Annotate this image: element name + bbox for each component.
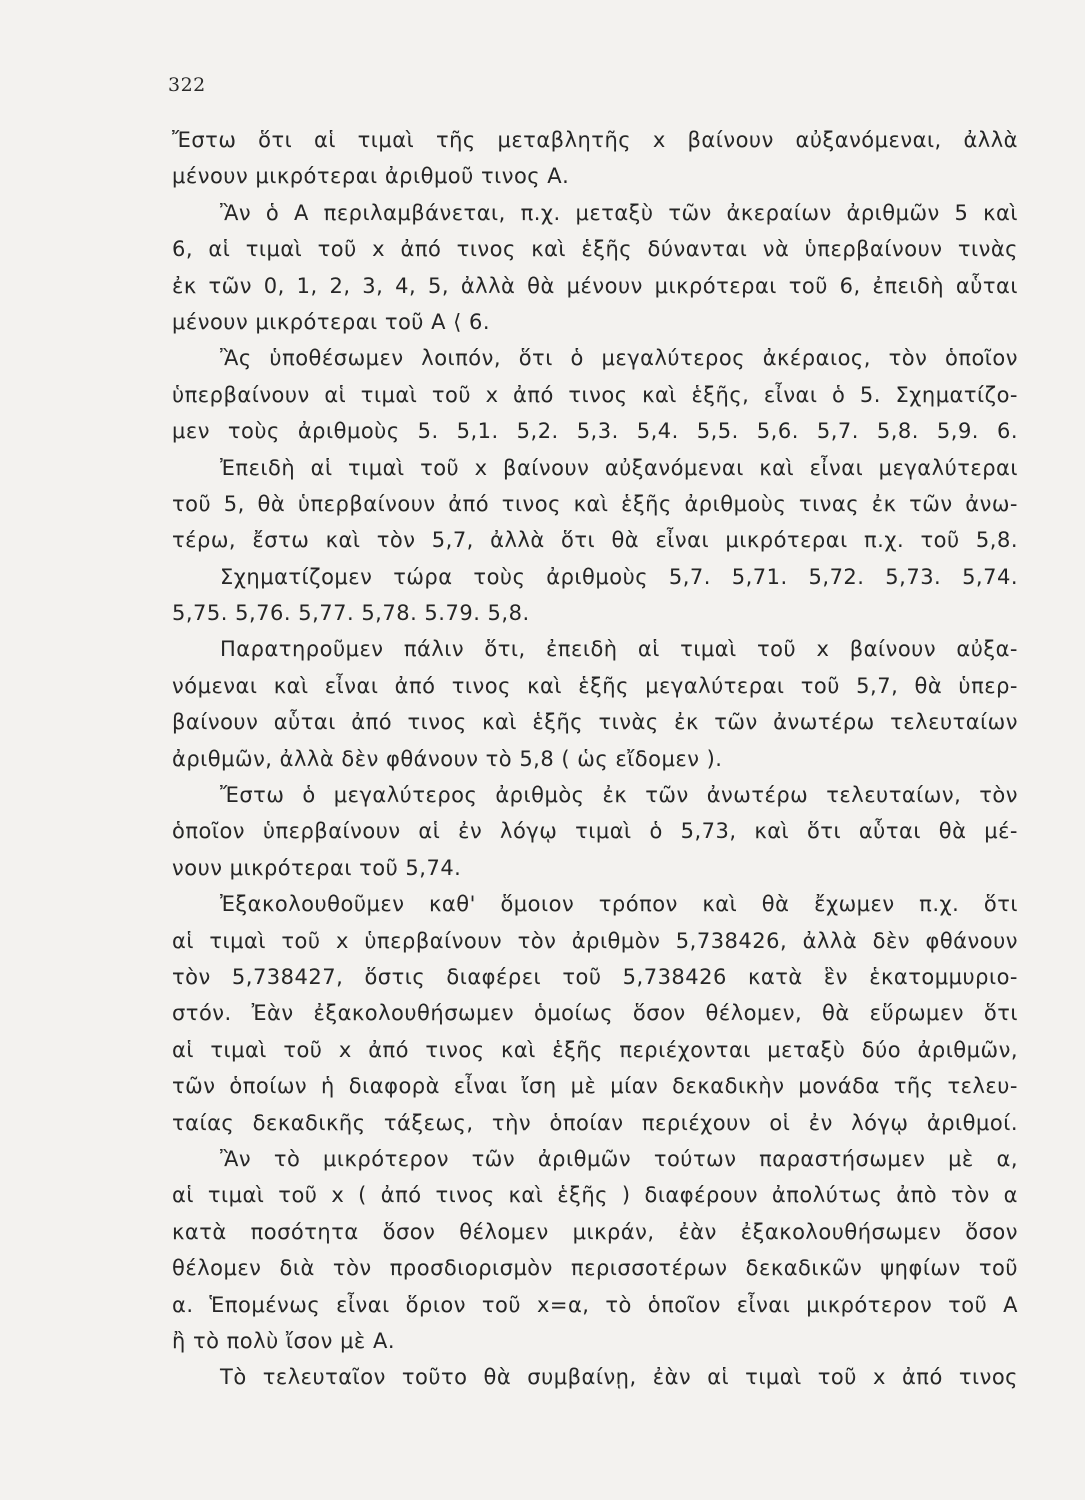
text-line: Ἐπειδὴ αἱ τιμαὶ τοῦ x βαίνουν αὐξανόμεναι καὶ εἶναι μεγαλύτεραι — [220, 455, 1018, 480]
text-line: μένουν μικρότεραι τοῦ Α ⟨ 6. — [172, 309, 491, 334]
text-line: νόμεναι καὶ εἶναι ἀπό τινος καὶ ἑξῆς μεγαλύτεραι τοῦ 5,7, θὰ ὑπερ- — [172, 673, 1018, 698]
text-line: κατὰ ποσότητα ὅσον θέλομεν μικράν, ἐὰν ἐξακολουθήσωμεν ὅσον — [172, 1219, 1018, 1244]
text-line: τοῦ 5, θὰ ὑπερβαίνουν ἀπό τινος καὶ ἑξῆς ἀριθμοὺς τινας ἐκ τῶν ἀνω- — [172, 491, 1018, 516]
text-line: μεν τοὺς ἀριθμοὺς 5. 5,1. 5,2. 5,3. 5,4. 5,5. 5,6. 5,7. 5,8. 5,9. 6. — [172, 419, 1018, 444]
text-line: Ἂν τὸ μικρότερον τῶν ἀριθμῶν τούτων παραστήσωμεν μὲ α, — [220, 1146, 1018, 1171]
text-line: Ἂς ὑποθέσωμεν λοιπόν, ὅτι ὁ μεγαλύτερος ἀκέραιος, τὸν ὁποῖον — [220, 346, 1018, 371]
text-line: νουν μικρότεραι τοῦ 5,74. — [172, 855, 462, 880]
text-line: τῶν ὁποίων ἡ διαφορὰ εἶναι ἴση μὲ μίαν δεκαδικὴν μονάδα τῆς τελευ- — [172, 1074, 1018, 1099]
text-line: Ἐξακολουθοῦμεν καθ' ὅμοιον τρόπον καὶ θὰ ἔχωμεν π.χ. ὅτι — [220, 892, 1018, 917]
text-line: Σχηματίζομεν τώρα τοὺς ἀριθμοὺς 5,7. 5,71. 5,72. 5,73. 5,74. — [220, 564, 1018, 589]
text-line: Τὸ τελευταῖον τοῦτο θὰ συμβαίνῃ, ἐὰν αἱ τιμαὶ τοῦ x ἀπό τινος — [220, 1365, 1018, 1390]
text-line: Ἔστω ὅτι αἱ τιμαὶ τῆς μεταβλητῆς x βαίνουν αὐξανόμεναι, ἀλλὰ — [172, 128, 1018, 152]
text-line: αἱ τιμαὶ τοῦ x ( ἀπό τινος καὶ ἑξῆς ) διαφέρουν ἀπολύτως ἀπὸ τὸν α — [172, 1183, 1018, 1208]
text-line: αἱ τιμαὶ τοῦ x ἀπό τινος καὶ ἑξῆς περιέχονται μεταξὺ δύο ἀριθμῶν, — [172, 1037, 1018, 1062]
text-line: μένουν μικρότεραι ἀριθμοῦ τινος Α. — [172, 164, 570, 189]
text-line: 5,75. 5,76. 5,77. 5,78. 5.79. 5,8. — [172, 601, 530, 626]
text-line: βαίνουν αὗται ἀπό τινος καὶ ἑξῆς τινὰς ἐκ τῶν ἀνωτέρω τελευταίων — [172, 710, 1018, 735]
text-line: 6, αἱ τιμαὶ τοῦ x ἀπό τινος καὶ ἑξῆς δύνανται νὰ ὑπερβαίνουν τινὰς — [172, 237, 1018, 262]
text-line: τέρω, ἔστω καὶ τὸν 5,7, ἀλλὰ ὅτι θὰ εἶναι μικρότεραι π.χ. τοῦ 5,8. — [172, 528, 1018, 553]
text-line: ἢ τὸ πολὺ ἴσον μὲ Α. — [172, 1328, 395, 1353]
text-line: ὑπερβαίνουν αἱ τιμαὶ τοῦ x ἀπό τινος καὶ ἑξῆς, εἶναι ὁ 5. Σχηματίζο- — [172, 382, 1018, 407]
text-line: ὁποῖον ὑπερβαίνουν αἱ ἐν λόγῳ τιμαὶ ὁ 5,73, καὶ ὅτι αὗται θὰ μέ- — [172, 819, 1018, 844]
page-number: 322 — [168, 74, 206, 96]
text-line: Ἔστω ὁ μεγαλύτερος ἀριθμὸς ἐκ τῶν ἀνωτέρω τελευταίων, τὸν — [220, 783, 1018, 808]
text-line: ἐκ τῶν 0, 1, 2, 3, 4, 5, ἀλλὰ θὰ μένουν μικρότεραι τοῦ 6, ἐπειδὴ αὗται — [172, 273, 1018, 298]
text-line: ἀριθμῶν, ἀλλὰ δὲν φθάνουν τὸ 5,8 ( ὡς εἴδομεν ). — [172, 746, 723, 771]
text-line: θέλομεν διὰ τὸν προσδιορισμὸν περισσοτέρων δεκαδικῶν ψηφίων τοῦ — [172, 1256, 1018, 1281]
text-line: στόν. Ἐὰν ἐξακολουθήσωμεν ὁμοίως ὅσον θέλομεν, θὰ εὕρωμεν ὅτι — [172, 1001, 1018, 1026]
text-line: ταίας δεκαδικῆς τάξεως, τὴν ὁποίαν περιέχουν οἱ ἐν λόγῳ ἀριθμοί. — [172, 1110, 1018, 1135]
text-line: α. Ἑπομένως εἶναι ὅριον τοῦ x=α, τὸ ὁποῖον εἶναι μικρότερον τοῦ Α — [172, 1292, 1018, 1317]
text-line: Παρατηροῦμεν πάλιν ὅτι, ἐπειδὴ αἱ τιμαὶ τοῦ x βαίνουν αὐξα- — [220, 637, 1018, 662]
body-text — [172, 122, 1018, 1396]
text-line: αἱ τιμαὶ τοῦ x ὑπερβαίνουν τὸν ἀριθμὸν 5,738426, ἀλλὰ δὲν φθάνουν — [172, 928, 1018, 953]
text-line: Ἂν ὁ Α περιλαμβάνεται, π.χ. μεταξὺ τῶν ἀκεραίων ἀριθμῶν 5 καὶ — [220, 200, 1018, 225]
text-line: τὸν 5,738427, ὅστις διαφέρει τοῦ 5,738426 κατὰ ἓν ἑκατομμυριο- — [172, 964, 1018, 989]
